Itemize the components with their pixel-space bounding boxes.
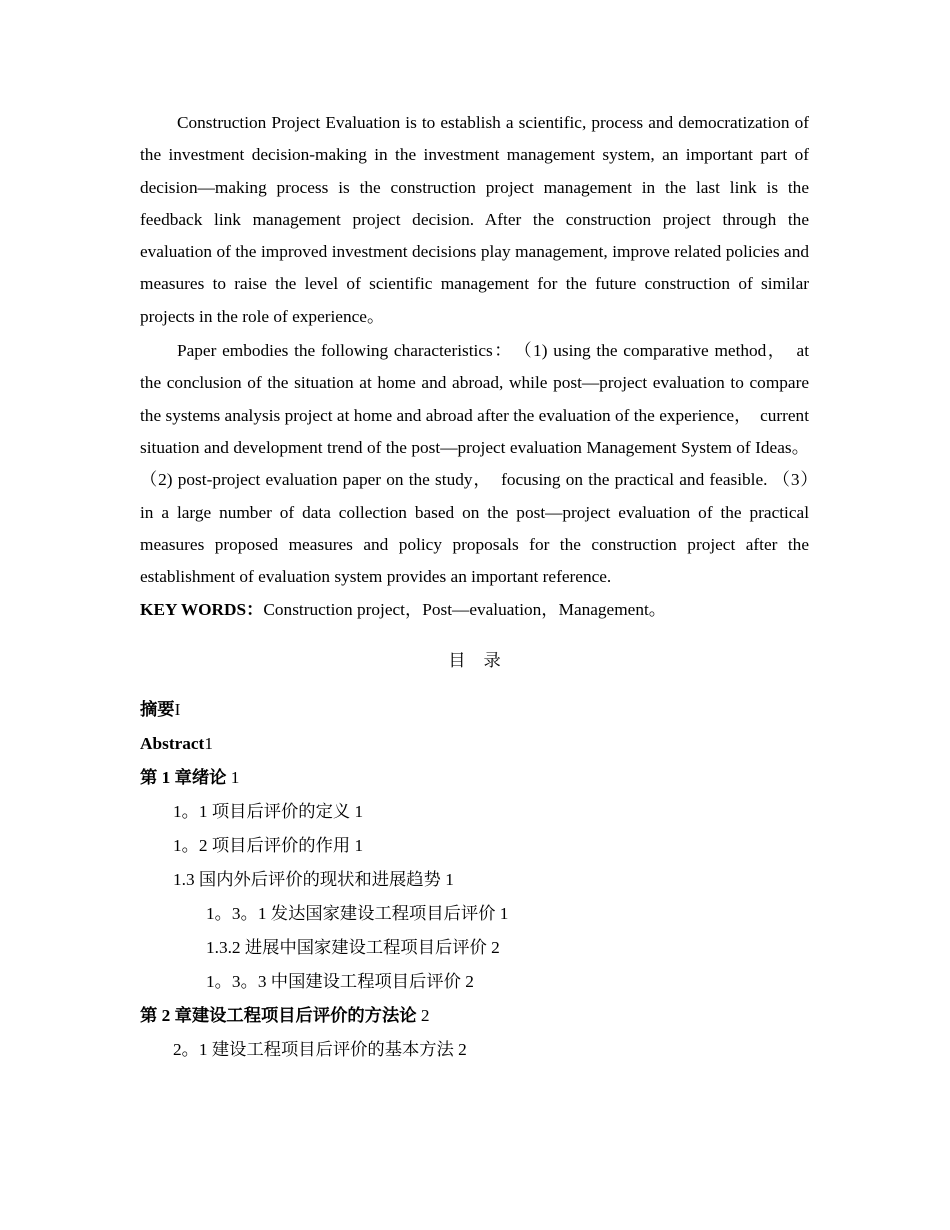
toc-item-page: 2 xyxy=(420,1006,430,1026)
keywords-line xyxy=(140,594,809,626)
abstract-paragraph-1: Construction Project Evaluation is to establish a scientific, process and democratization of the investment decision-making in the investment management system, an important part of decision—making process is the construction project management in the last link is the feedback link management project decision. After the construction project through the evaluation of the improved investment decisions play management, improve related policies and measures to raise the level of scientific management for the future construction of similar projects in the role of experience。 xyxy=(140,113,809,326)
toc-item-page: 2 xyxy=(465,972,474,992)
toc-title xyxy=(140,645,809,677)
toc-item-page: 1 xyxy=(354,836,364,856)
toc-item-title: 第 1 章绪论 xyxy=(140,768,227,788)
toc-item-page: 2 xyxy=(491,938,500,958)
toc-item-title: 第 2 章建设工程项目后评价的方法论 xyxy=(140,1006,417,1026)
toc-item[interactable] xyxy=(140,897,809,931)
toc-item-title: 1。1 项目后评价的定义 xyxy=(173,802,351,822)
toc-title-char: 录 xyxy=(483,651,501,671)
toc-item[interactable] xyxy=(140,693,809,727)
toc-item[interactable] xyxy=(140,761,809,795)
toc-item-page: 1 xyxy=(230,768,240,788)
toc-item-page: 1 xyxy=(204,734,213,754)
toc-title-char: 目 xyxy=(448,651,466,671)
document-page xyxy=(140,107,827,1067)
toc-item[interactable] xyxy=(140,1033,809,1067)
toc-item-title: 摘要 xyxy=(140,700,175,720)
toc-item[interactable] xyxy=(140,931,809,965)
toc-item-title: 1。3。1 发达国家建设工程项目后评价 xyxy=(206,904,496,924)
toc-item-title: 1。2 项目后评价的作用 xyxy=(173,836,351,856)
toc-item-title: 2。1 建设工程项目后评价的基本方法 xyxy=(173,1040,454,1060)
toc-item[interactable] xyxy=(140,727,809,761)
toc-item-page: 1 xyxy=(445,870,454,890)
toc-item-page: 2 xyxy=(458,1040,467,1060)
table-of-contents xyxy=(140,693,809,1067)
toc-item-title: 1.3 国内外后评价的现状和进展趋势 xyxy=(173,870,441,890)
toc-item[interactable] xyxy=(140,965,809,999)
toc-item[interactable] xyxy=(140,863,809,897)
toc-item[interactable] xyxy=(140,829,809,863)
abstract-paragraph-2: Paper embodies the following characteristics： （1) using the comparative method， at the conclusion of the situation at home and abroad, while post—project evaluation to compare the systems analysis project at home and abroad after the evaluation of the experience， current situation and development trend of the post—project evaluation Management System of Ideas。（2) post-project evaluation paper on the study， focusing on the practical and feasible. （3） in a large number of data collection based on the post—project evaluation of the practical measures proposed measures and policy proposals for the construction project after the establishment of evaluation system provides an important reference. xyxy=(140,341,827,587)
toc-item-page: I xyxy=(174,700,181,720)
toc-item[interactable] xyxy=(140,795,809,829)
toc-item-page: 1 xyxy=(354,802,364,822)
toc-item[interactable] xyxy=(140,999,809,1033)
toc-item-title: 1。3。3 中国建设工程项目后评价 xyxy=(206,972,461,992)
keywords-value: Construction project，Post—evaluation，Management。 xyxy=(263,600,667,620)
toc-item-title: 1.3.2 进展中国家建设工程项目后评价 xyxy=(206,938,487,958)
keywords-label: KEY WORDS： xyxy=(140,600,264,620)
toc-item-title: Abstract xyxy=(140,734,205,754)
toc-item-page: 1 xyxy=(499,904,509,924)
